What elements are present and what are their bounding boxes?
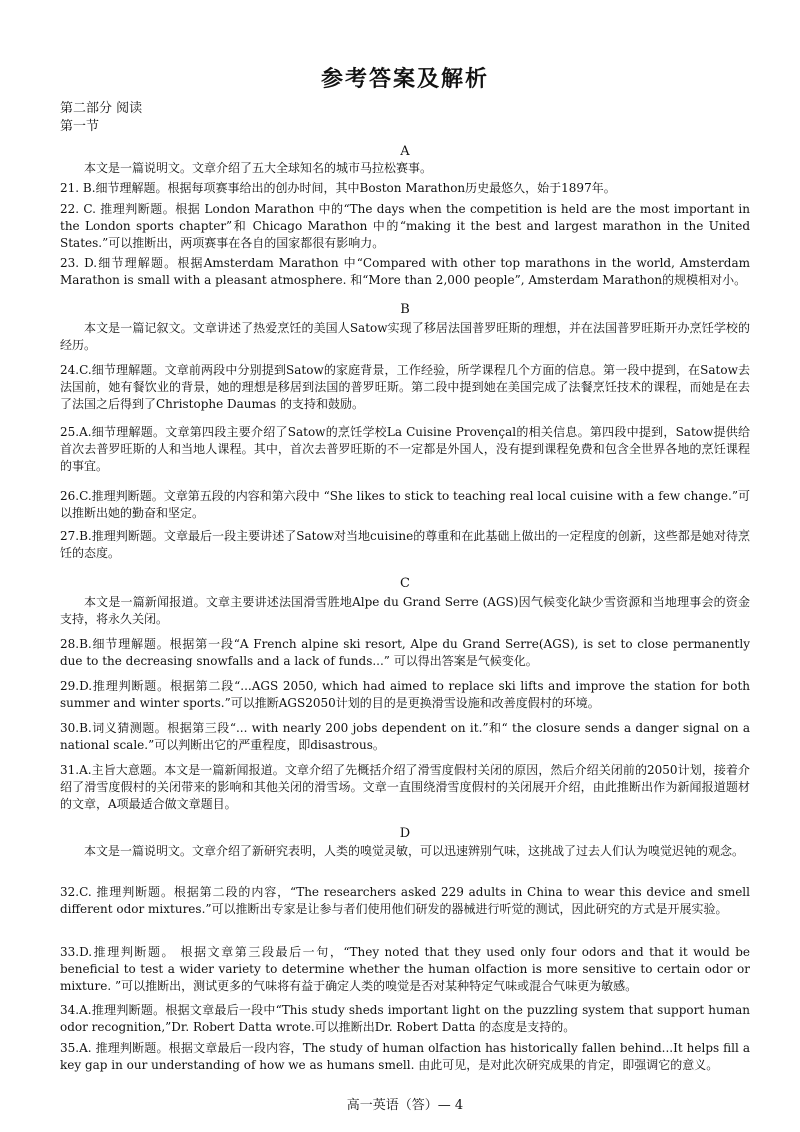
answer-34: 34.A.推理判断题。根据文章最后一段中“This study sheds important light on the puzzling system that support human odor recognition,”Dr. Robert Datta wrote.可以推断出Dr. Robert Datta 的态度是支持的。	[60, 1003, 750, 1035]
part-heading: 第二部分 阅读	[60, 101, 143, 116]
answer-23: 23. D.细节理解题。根据Amsterdam Marathon 中“Compared with other top marathons in the world, Amsterdam Marathon is small with a pleasant atmosphere. 和“More than 2,000 people”, Amsterdam Marathon的规模相对小。	[60, 256, 750, 288]
answer-35: 35.A. 推理判断题。根据文章最后一段内容，The study of human olfaction has historically fallen behind...It helps fill a key gap in our understanding of how we as humans smell. 由此可见，是对此次研究成果的肯定，即强调它的意义。	[60, 1041, 750, 1073]
section-heading: 第一节	[60, 119, 100, 134]
answer-28: 28.B.细节理解题。根据第一段“A French alpine ski resort, Alpe du Grand Serre(AGS), is set to close permanently due to the decreasing snowfalls and a lack of funds...” 可以得出答案是气候变化。	[60, 637, 750, 669]
answer-31: 31.A.主旨大意题。本文是一篇新闻报道。文章介绍了先概括介绍了滑雪度假村关闭的原因，然后介绍关闭前的2050计划，接着介绍了滑雪度假村的关闭带来的影响和其他关闭的滑雪场。文章一直围绕滑雪度假村的关闭展开介绍，由此推断出作为新闻报道题材的文章，A项最适合做文章题目。	[60, 763, 750, 812]
answer-27: 27.B.推理判断题。文章最后一段主要讲述了Satow对当地cuisine的尊重和在此基础上做出的一定程度的创新，这些都是她对待烹饪的态度。	[60, 529, 750, 561]
passage-b-summary: 本文是一篇记叙文。文章讲述了热爱烹饪的美国人Satow实现了移居法国普罗旺斯的理想，并在法国普罗旺斯开办烹饪学校的经历。	[60, 321, 750, 353]
answer-32: 32.C. 推理判断题。根据第二段的内容，“The researchers asked 229 adults in China to wear this device and smell different odor mixtures.”可以推断出专家是让参与者们使用他们研发的器械进行听觉的测试，因此研究的方式是开展实验。	[60, 885, 750, 917]
answer-26: 26.C.推理判断题。文章第五段的内容和第六段中 “She likes to stick to teaching real local cuisine with a few change.”可以推断出她的勤奋和坚定。	[60, 489, 750, 521]
answer-30: 30.B.词义猜测题。根据第三段“... with nearly 200 jobs dependent on it.”和“ the closure sends a danger signal on a national scale.”可以判断出它的严重程度，即disastrous。	[60, 721, 750, 753]
passage-d-summary: 本文是一篇说明文。文章介绍了新研究表明，人类的嗅觉灵敏，可以迅速辨别气味，这挑战了过去人们认为嗅觉迟钝的观念。	[84, 844, 745, 858]
passage-b-letter: B	[400, 302, 410, 317]
answer-33: 33.D.推理判断题。 根据文章第三段最后一句，“They noted that they used only four odors and that it would be beneficial to test a wider variety to determine whether the human olfaction is more sensitive to certain odor or mixture. ”可以推断出，测试更多的气味将有益于确定人类的嗅觉是否对某种特定气味或混合气味更为敏感。	[60, 945, 750, 994]
answer-22: 22. C. 推理判断题。根据 London Marathon 中的“The days when the competition is held are the most important in the London sports chapter”和 Chicago Marathon 中的“making it the best and largest marathon in the United States.”可以推断出，两项赛事在各自的国家都很有影响力。	[60, 202, 750, 251]
passage-c-letter: C	[400, 576, 410, 591]
passage-a-summary: 本文是一篇说明文。文章介绍了五大全球知名的城市马拉松赛事。	[84, 161, 433, 175]
page-footer: 高一英语（答）— 4	[346, 1098, 464, 1113]
page-title: 参考答案及解析	[320, 67, 489, 92]
passage-c-summary: 本文是一篇新闻报道。文章主要讲述法国滑雪胜地Alpe du Grand Serre (AGS)因气候变化缺少雪资源和当地理事会的资金支持，将永久关闭。	[60, 595, 750, 627]
answer-21: 21. B.细节理解题。根据每项赛事给出的创办时间，其中Boston Marathon历史最悠久，始于1897年。	[60, 181, 616, 195]
answer-25: 25.A.细节理解题。文章第四段主要介绍了Satow的烹饪学校La Cuisine Provençal的相关信息。第四段中提到，Satow提供给首次去普罗旺斯的人和当地人课程。其中，首次去普罗旺斯的不一定都是外国人，没有提到课程免费和包含全世界各地的烹饪课程的事宜。	[60, 425, 750, 474]
answer-29: 29.D.推理判断题。根据第二段“...AGS 2050, which had aimed to replace ski lifts and improve the station for both summer and winter sports.”可以推断AGS2050计划的目的是更换滑雪设施和改善度假村的环境。	[60, 679, 750, 711]
passage-a-letter: A	[400, 144, 410, 159]
answer-24: 24.C.细节理解题。文章前两段中分别提到Satow的家庭背景，工作经验，所学课程几个方面的信息。第一段中提到，在Satow去法国前，她有餐饮业的背景，她的理想是移居到法国的普罗旺斯。第二段中提到她在美国完成了法餐烹饪技术的课程，而她是在去了法国之后得到了Christophe Daumas 的支持和鼓励。	[60, 363, 750, 412]
passage-d-letter: D	[399, 826, 411, 841]
